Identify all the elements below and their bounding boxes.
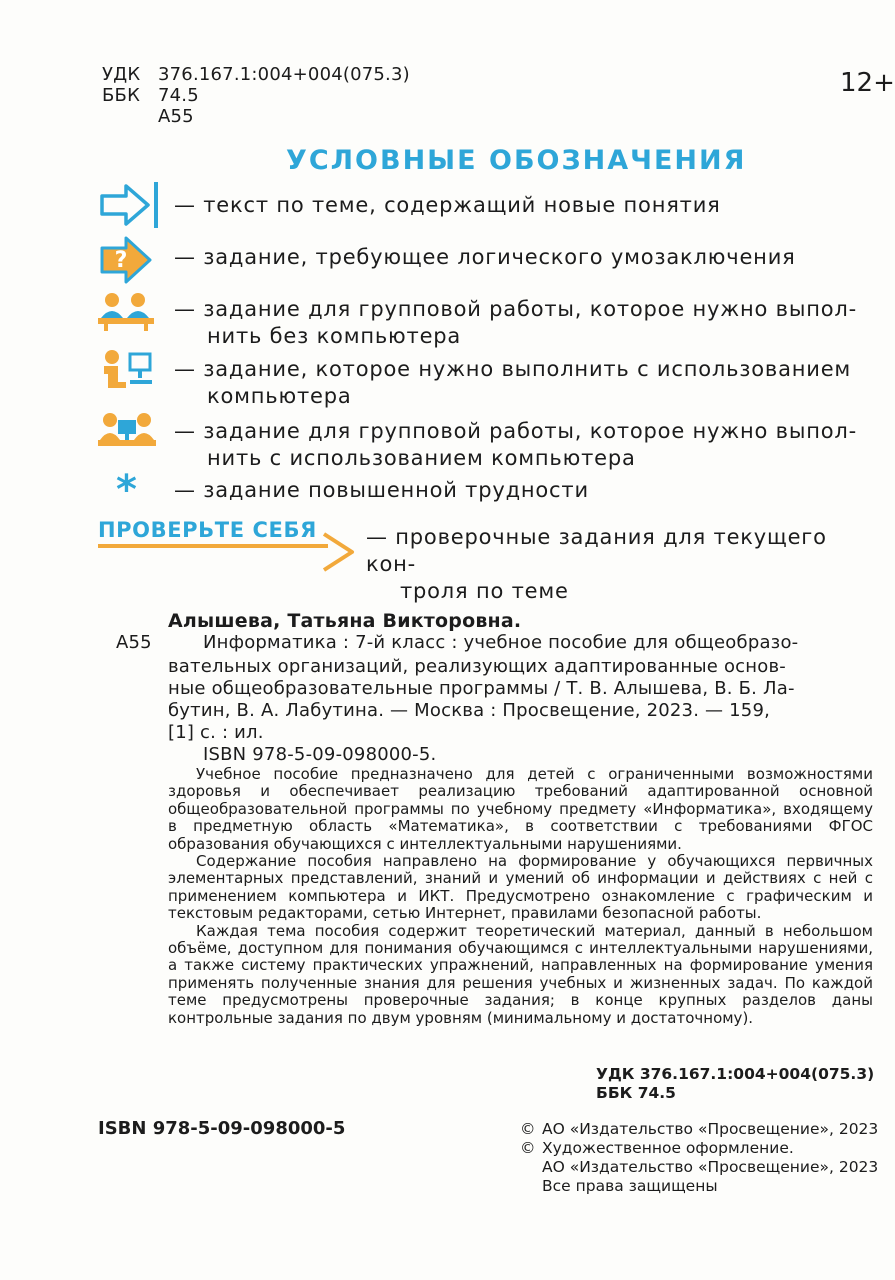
bib-description — [203, 632, 871, 654]
svg-text:?: ? — [114, 248, 128, 273]
legend-item-text — [174, 356, 851, 410]
check-line: — проверочные задания для текущего кон- — [366, 525, 827, 576]
bbk-bold: ББК 74.5 — [596, 1084, 676, 1102]
abstract — [168, 766, 873, 1027]
legend-item-text — [174, 418, 857, 472]
copyright-line: Все права защищены — [542, 1177, 718, 1195]
bib-line: вательных организаций, реализующих адаптированные основ- — [168, 656, 786, 677]
bib-line: [1] с. : ил. — [168, 722, 264, 743]
check-yourself-badge — [98, 518, 317, 542]
legend-item-text: — текст по теме, содержащий новые понятия — [174, 193, 721, 217]
abstract-paragraph: Учебное пособие предназначено для детей с ограниченными возможностями здоровья и обеспечивает реализацию требований адаптированной основной общеобразовательной программы по учебному предмету «Информатика», входящему в предметную область «Математика», в соответствии с требованиями ФГОС образования обучающихся с интеллектуальными нарушениями. — [168, 765, 873, 853]
question-arrow-icon — [98, 236, 154, 288]
legend-item-text: — задание, требующее логического умозаключения — [174, 245, 796, 269]
student-computer-icon — [100, 348, 156, 396]
bib-continuation — [168, 656, 872, 766]
bib-line: бутин, В. А. Лабутина. — Москва : Просвещение, 2023. — 159, — [168, 700, 771, 721]
group-students-icon — [98, 288, 154, 336]
check-yourself-text — [366, 524, 884, 605]
bold-codes — [596, 1065, 874, 1103]
legend-item-line: нить без компьютера — [207, 324, 462, 348]
group-computer-icon — [98, 410, 156, 458]
bib-line: ные общеобразовательные программы / Т. В. Алышева, В. Б. Ла- — [168, 678, 795, 699]
legend-item-line: — задание, которое нужно выполнить с использованием — [174, 357, 852, 381]
isbn-bold: ISBN 978-5-09-098000-5 — [98, 1118, 346, 1139]
abstract-paragraph: Каждая тема пособия содержит теоретический материал, данный в небольшом объёме, доступном для понимания обучающимся с интеллектуальными нарушениями, а также систему практических упражнений, направленных на формирование умения применять полученные знания для решения учебных и жизненных задач. По каждой теме предусмотрены проверочные задания; в конце крупных разделов даны контрольные задания по двум уровням (минимальному и достаточному). — [168, 921, 873, 1027]
legend-item-line: — задание для групповой работы, которое нужно выпол- — [174, 419, 857, 443]
abstract-paragraph: Содержание пособия направлено на формирование у обучающихся первичных элементарных представлений, знаний и умений об информации и действиях с ней с применением компьютера и ИКТ. Предусмотрено ознакомление с графическим и текстовым редакторами, сетью Интернет, правилами безопасной работы. — [168, 852, 873, 923]
arrow-icon — [98, 180, 162, 234]
bib-line: Информатика : 7-й класс : учебное пособие для общеобразо- — [203, 632, 799, 653]
legend-item-line: — задание для групповой работы, которое нужно выпол- — [174, 297, 857, 321]
copyright-symbol: © — [520, 1120, 536, 1138]
bbk-value: 74.5 — [158, 85, 199, 106]
udk-label: УДК — [102, 64, 141, 85]
star-icon: * — [116, 467, 137, 513]
copyright — [520, 1120, 884, 1196]
legend-item-line: нить с использованием компьютера — [207, 446, 636, 470]
copyright-line: Художественное оформление. — [542, 1139, 794, 1157]
bbk-label: ББК — [102, 85, 141, 106]
legend-item-text: — задание повышенной трудности — [174, 478, 589, 502]
check-line: троля по теме — [400, 579, 569, 603]
copyright-symbol: © — [520, 1139, 536, 1157]
age-rating: 12+ — [840, 68, 895, 98]
legend-item-text — [174, 296, 857, 350]
legend-title: УСЛОВНЫЕ ОБОЗНАЧЕНИЯ — [286, 145, 747, 176]
bib-isbn: ISBN 978-5-09-098000-5. — [203, 744, 437, 765]
bib-author: Алышева, Татьяна Викторовна. — [168, 610, 522, 632]
header-codes — [102, 64, 410, 127]
udk-value: 376.167.1:004+004(075.3) — [158, 64, 410, 85]
copyright-line: АО «Издательство «Просвещение», 2023 — [542, 1120, 879, 1138]
copyright-line: АО «Издательство «Просвещение», 2023 — [542, 1158, 879, 1176]
bib-code: А55 — [116, 632, 152, 653]
header-code: А55 — [158, 106, 194, 127]
check-arrow-icon — [98, 540, 360, 568]
check-yourself-label: ПРОВЕРЬТЕ СЕБЯ — [98, 518, 317, 542]
udk-bold: УДК 376.167.1:004+004(075.3) — [596, 1065, 875, 1083]
legend-item-line: компьютера — [207, 384, 352, 408]
